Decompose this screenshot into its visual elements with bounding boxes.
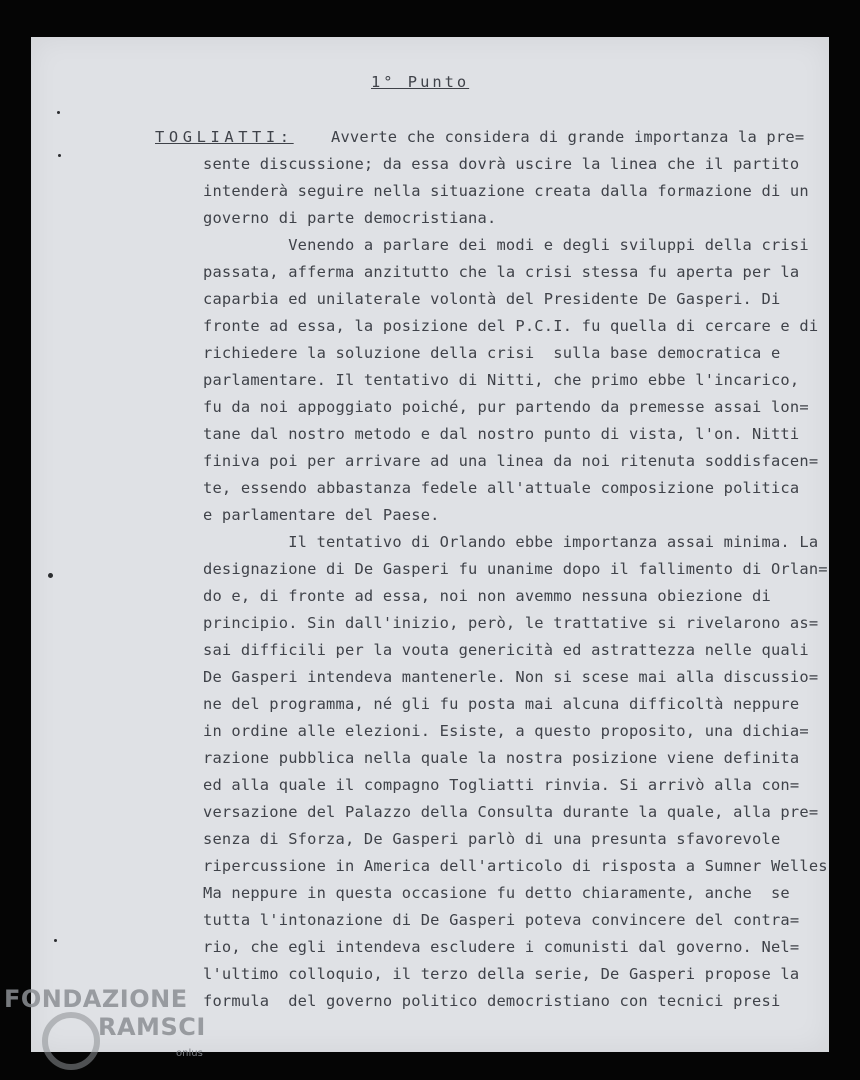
text-line: rio, che egli intendeva escludere i comunisti dal governo. Nel= [203, 938, 800, 956]
text-line: governo di parte democristiana. [203, 209, 497, 227]
text-line: Venendo a parlare dei modi e degli sviluppi della crisi [203, 236, 809, 254]
text-line: De Gasperi intendeva mantenerle. Non si scese mai alla discussio= [203, 668, 819, 686]
text-line: e parlamentare del Paese. [203, 506, 440, 524]
text-line: fronte ad essa, la posizione del P.C.I. fu quella di cercare e di [203, 317, 819, 335]
text-line: te, essendo abbastanza fedele all'attuale composizione politica [203, 479, 800, 497]
punch-mark [57, 111, 60, 114]
text-line: ed alla quale il compagno Togliatti rinvia. Si arrivò alla con= [203, 776, 800, 794]
text-line: ne del programma, né gli fu posta mai alcuna difficoltà neppure [203, 695, 800, 713]
text-line: finiva poi per arrivare ad una linea da noi ritenuta soddisfacen= [203, 452, 819, 470]
document-page [31, 37, 829, 1052]
text-line: intenderà seguire nella situazione creata dalla formazione di un [203, 182, 809, 200]
text-line: principio. Sin dall'inizio, però, le trattative si rivelarono as= [203, 614, 819, 632]
text-line: ripercussione in America dell'articolo di risposta a Sumner Welles [203, 857, 828, 875]
text-line: passata, afferma anzitutto che la crisi stessa fu aperta per la [203, 263, 800, 281]
punch-mark [58, 154, 61, 157]
text-line: versazione del Palazzo della Consulta durante la quale, alla pre= [203, 803, 819, 821]
watermark-line1: FONDAZIONE [4, 985, 188, 1013]
punch-mark [54, 939, 57, 942]
text-line: do e, di fronte ad essa, noi non avemmo nessuna obiezione di [203, 587, 771, 605]
speaker-name: TOGLIATTI: [155, 128, 294, 146]
text-line: parlamentare. Il tentativo di Nitti, che primo ebbe l'incarico, [203, 371, 800, 389]
text-line: senza di Sforza, De Gasperi parlò di una presunta sfavorevole [203, 830, 781, 848]
page-heading: 1° Punto [371, 73, 470, 91]
punch-mark [48, 573, 53, 578]
text-line: Il tentativo di Orlando ebbe importanza assai minima. La [203, 533, 819, 551]
text-line: Ma neppure in questa occasione fu detto chiaramente, anche se [203, 884, 790, 902]
text-line: tane dal nostro metodo e dal nostro punto di vista, l'on. Nitti [203, 425, 800, 443]
text-line: l'ultimo colloquio, il terzo della serie, De Gasperi propose la [203, 965, 800, 983]
text-line: sente discussione; da essa dovrà uscire la linea che il partito [203, 155, 800, 173]
text-line: sai difficili per la vouta genericità ed astrattezza nelle quali [203, 641, 809, 659]
text-line: in ordine alle elezioni. Esiste, a questo proposito, una dichia= [203, 722, 809, 740]
text-line: formula del governo politico democristiano con tecnici presi [203, 992, 781, 1010]
watermark-g-icon [42, 1012, 100, 1070]
text-line: richiedere la soluzione della crisi sulla base democratica e [203, 344, 781, 362]
text-line: designazione di De Gasperi fu unanime dopo il fallimento di Orlan= [203, 560, 828, 578]
first-text-line: Avverte che considera di grande importanza la pre= [331, 128, 805, 146]
watermark-line2: RAMSCI [98, 1013, 206, 1041]
watermark-onlus: onlus [176, 1048, 203, 1059]
text-line: caparbia ed unilaterale volontà del Presidente De Gasperi. Di [203, 290, 781, 308]
text-line: tutta l'intonazione di De Gasperi poteva convincere del contra= [203, 911, 800, 929]
text-line: razione pubblica nella quale la nostra posizione viene definita [203, 749, 800, 767]
text-line: fu da noi appoggiato poiché, pur partendo da premesse assai lon= [203, 398, 809, 416]
